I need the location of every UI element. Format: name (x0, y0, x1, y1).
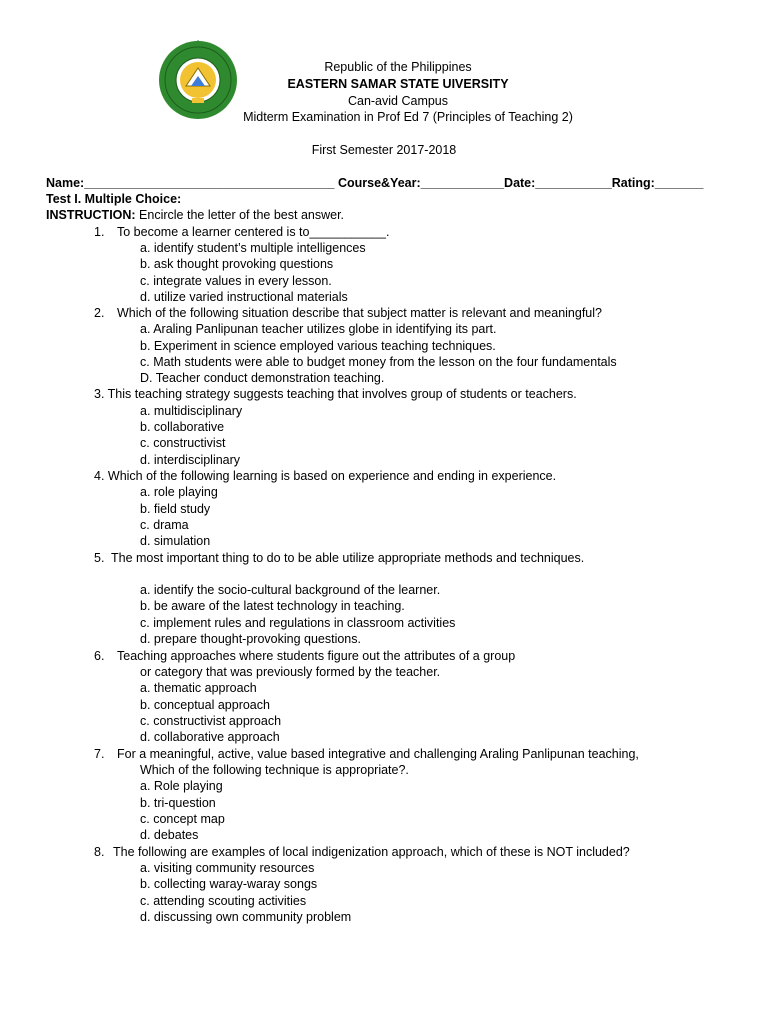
question-text: The following are examples of local indigenization approach, which of these is NOT included? (113, 845, 630, 859)
answer-option: c. attending scouting activities (140, 894, 307, 908)
answer-option: d. interdisciplinary (140, 453, 241, 467)
answer-option: b. Experiment in science employed various teaching techniques. (140, 339, 496, 353)
answer-option: a. identify the socio-cultural background of the learner. (140, 583, 441, 597)
answer-option: d. discussing own community problem (140, 910, 352, 924)
answer-option: b. tri-question (140, 796, 216, 810)
question-number: 8. (94, 845, 105, 859)
question-number: 5. (94, 551, 105, 565)
question-text: 3. This teaching strategy suggests teaching that involves group of students or teachers. (94, 387, 577, 401)
answer-option: c. concept map (140, 812, 225, 826)
answer-option: a. Role playing (140, 779, 223, 793)
answer-option: c. Math students were able to budget money from the lesson on the four fundamentals (140, 355, 617, 369)
question-text: The most important thing to do to be able utilize appropriate methods and techniques. (111, 551, 585, 565)
question-text: To become a learner centered is to___________. (117, 225, 390, 239)
answer-option: a. identify student’s multiple intelligences (140, 241, 366, 255)
answer-option: d. prepare thought-provoking questions. (140, 632, 361, 646)
answer-option: a. Araling Panlipunan teacher utilizes globe in identifying its part. (140, 322, 497, 336)
question-number: 6. (94, 649, 105, 663)
answer-option: b. collaborative (140, 420, 225, 434)
answer-option: a. thematic approach (140, 681, 257, 695)
question-number: 7. (94, 747, 105, 761)
test-title: Test I. Multiple Choice: (46, 192, 182, 206)
instruction-label: INSTRUCTION: (46, 208, 136, 222)
header-republic: Republic of the Philippines (324, 60, 472, 74)
answer-option: c. constructivist (140, 436, 226, 450)
header-exam-title: Midterm Examination in Prof Ed 7 (Principles of Teaching 2) (243, 110, 573, 124)
student-info-fields: Name:____________________________________ Course&Year:____________Date:___________Rating:_______ (46, 176, 704, 190)
question-text-continued: or category that was previously formed by the teacher. (140, 665, 441, 679)
header-semester: First Semester 2017-2018 (311, 143, 457, 157)
header-campus: Can-avid Campus (347, 94, 449, 108)
question-text: 4. Which of the following learning is based on experience and ending in experience. (94, 469, 557, 483)
question-number: 2. (94, 306, 105, 320)
answer-option: c. integrate values in every lesson. (140, 274, 332, 288)
answer-option: c. drama (140, 518, 189, 532)
answer-option: b. collecting waray-waray songs (140, 877, 318, 891)
answer-option: D. Teacher conduct demonstration teaching. (140, 371, 385, 385)
question-text: Teaching approaches where students figure out the attributes of a group (117, 649, 516, 663)
answer-option: b. field study (140, 502, 211, 516)
answer-option: b. conceptual approach (140, 698, 270, 712)
answer-option: d. collaborative approach (140, 730, 280, 744)
instruction-text: Encircle the letter of the best answer. (135, 208, 345, 222)
answer-option: c. implement rules and regulations in classroom activities (140, 616, 456, 630)
answer-option: d. debates (140, 828, 199, 842)
answer-option: c. constructivist approach (140, 714, 282, 728)
question-number: 1. (94, 225, 105, 239)
answer-option: d. utilize varied instructional materials (140, 290, 348, 304)
answer-option: a. visiting community resources (140, 861, 315, 875)
answer-option: b. be aware of the latest technology in teaching. (140, 599, 405, 613)
answer-option: a. role playing (140, 485, 218, 499)
answer-option: a. multidisciplinary (140, 404, 243, 418)
instruction (46, 207, 344, 223)
answer-option: d. simulation (140, 534, 211, 548)
answer-option: b. ask thought provoking questions (140, 257, 334, 271)
question-text: Which of the following situation describe that subject matter is relevant and meaningful? (117, 306, 602, 320)
header-university: EASTERN SAMAR STATE UIVERSITY (287, 77, 509, 91)
question-text: For a meaningful, active, value based integrative and challenging Araling Panlipunan teaching, (117, 747, 639, 761)
question-text-continued: Which of the following technique is appropriate?. (140, 763, 409, 777)
